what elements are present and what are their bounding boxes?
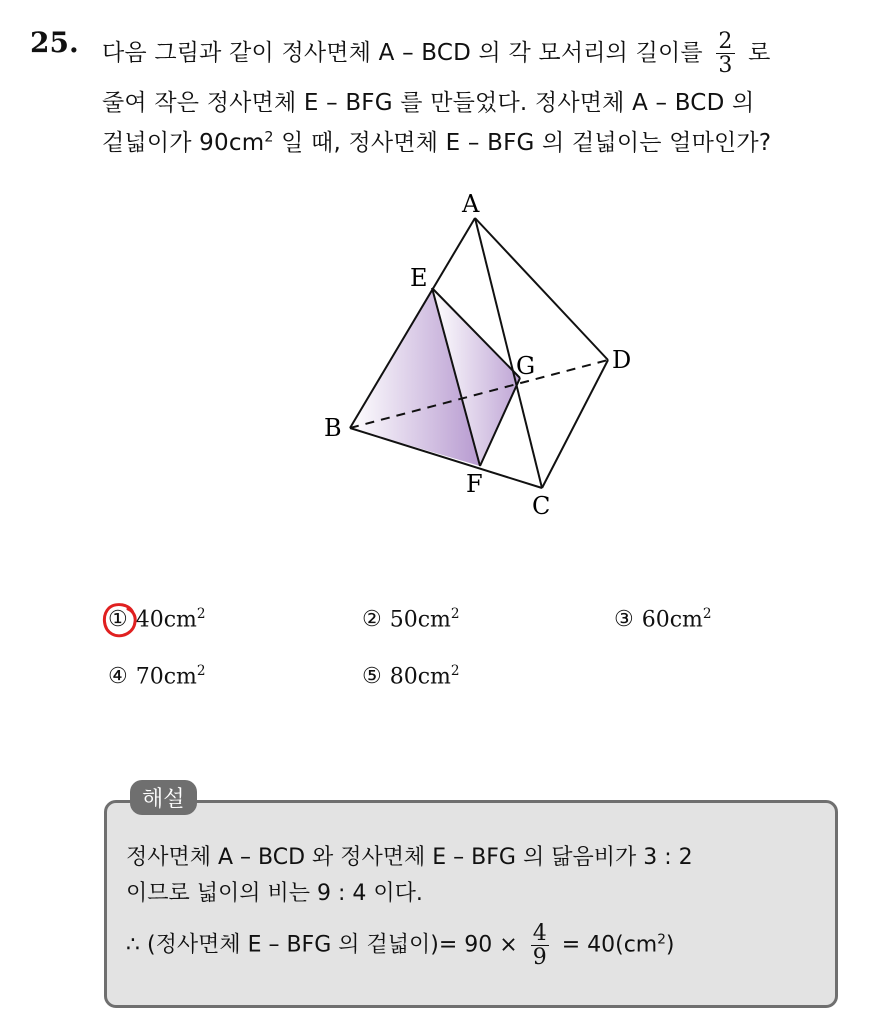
choice-5[interactable] — [362, 663, 460, 689]
choice-5-mark: ⑤ — [362, 664, 382, 690]
label-a: A — [462, 190, 480, 218]
choice-4-value: 70cm — [135, 664, 197, 690]
edge-cd — [542, 360, 608, 488]
label-d: D — [612, 346, 632, 374]
question-text-1a: 다음 그림과 같이 정사면체 A – BCD 의 각 모서리의 길이를 — [102, 40, 703, 67]
label-e: E — [410, 264, 428, 292]
tetrahedron-figure — [310, 178, 650, 528]
question-text-1b: 로 — [748, 40, 771, 67]
label-b: B — [324, 414, 342, 442]
choice-4-exp: 2 — [196, 663, 206, 679]
choice-3-mark: ③ — [614, 607, 634, 633]
solution-text-3a: ∴ (정사면체 E – BFG 의 겉넓이)= 90 × — [126, 932, 518, 958]
answer-circle-icon — [100, 600, 140, 640]
solution-denominator: 9 — [532, 945, 547, 971]
choice-3-exp: 2 — [702, 606, 712, 622]
ratio-fraction — [716, 30, 734, 77]
label-g: G — [516, 352, 536, 380]
solution-line-2: 이므로 넓이의 비는 9 : 4 이다. — [126, 881, 423, 906]
edge-ad — [475, 218, 608, 360]
solution-numerator: 4 — [532, 921, 547, 946]
question-text-3b: 일 때, 정사면체 E – BFG 의 겉넓이는 얼마인가? — [273, 130, 772, 156]
question-line-1 — [102, 30, 771, 77]
solution-line-1: 정사면체 A – BCD 와 정사면체 E – BFG 의 닮음비가 3 : 2 — [126, 845, 693, 870]
question-number: 25. — [30, 26, 79, 59]
solution-tag: 해설 — [130, 780, 197, 815]
solution-line-3 — [126, 922, 674, 969]
ratio-denominator: 3 — [718, 53, 733, 79]
question-line-3 — [102, 124, 771, 157]
choice-2-value: 50cm — [389, 607, 451, 633]
choice-4[interactable] — [108, 663, 206, 689]
choice-2[interactable] — [362, 606, 460, 632]
question-text-3-exp: 2 — [264, 129, 274, 146]
solution-text-3-exp: 2 — [657, 931, 666, 948]
choice-3[interactable] — [614, 606, 712, 632]
choice-1-mark: ① — [108, 607, 128, 633]
question-text-3a: 겉넓이가 90cm — [102, 130, 265, 156]
choice-1-exp: 2 — [196, 606, 206, 622]
choice-4-mark: ④ — [108, 664, 128, 690]
ratio-numerator: 2 — [718, 29, 733, 54]
choice-2-exp: 2 — [450, 606, 460, 622]
choice-2-mark: ② — [362, 607, 382, 633]
choice-3-value: 60cm — [641, 607, 703, 633]
choice-5-value: 80cm — [389, 664, 451, 690]
choice-5-exp: 2 — [450, 663, 460, 679]
label-f: F — [466, 470, 483, 498]
solution-text-3b: = 40(cm — [561, 932, 658, 958]
choice-1-value: 40cm — [135, 607, 197, 633]
label-c: C — [532, 492, 551, 520]
solution-text-3c: ) — [665, 932, 675, 958]
solution-fraction — [531, 922, 549, 969]
question-line-2: 줄여 작은 정사면체 E – BFG 를 만들었다. 정사면체 A – BCD 의 — [102, 90, 755, 116]
